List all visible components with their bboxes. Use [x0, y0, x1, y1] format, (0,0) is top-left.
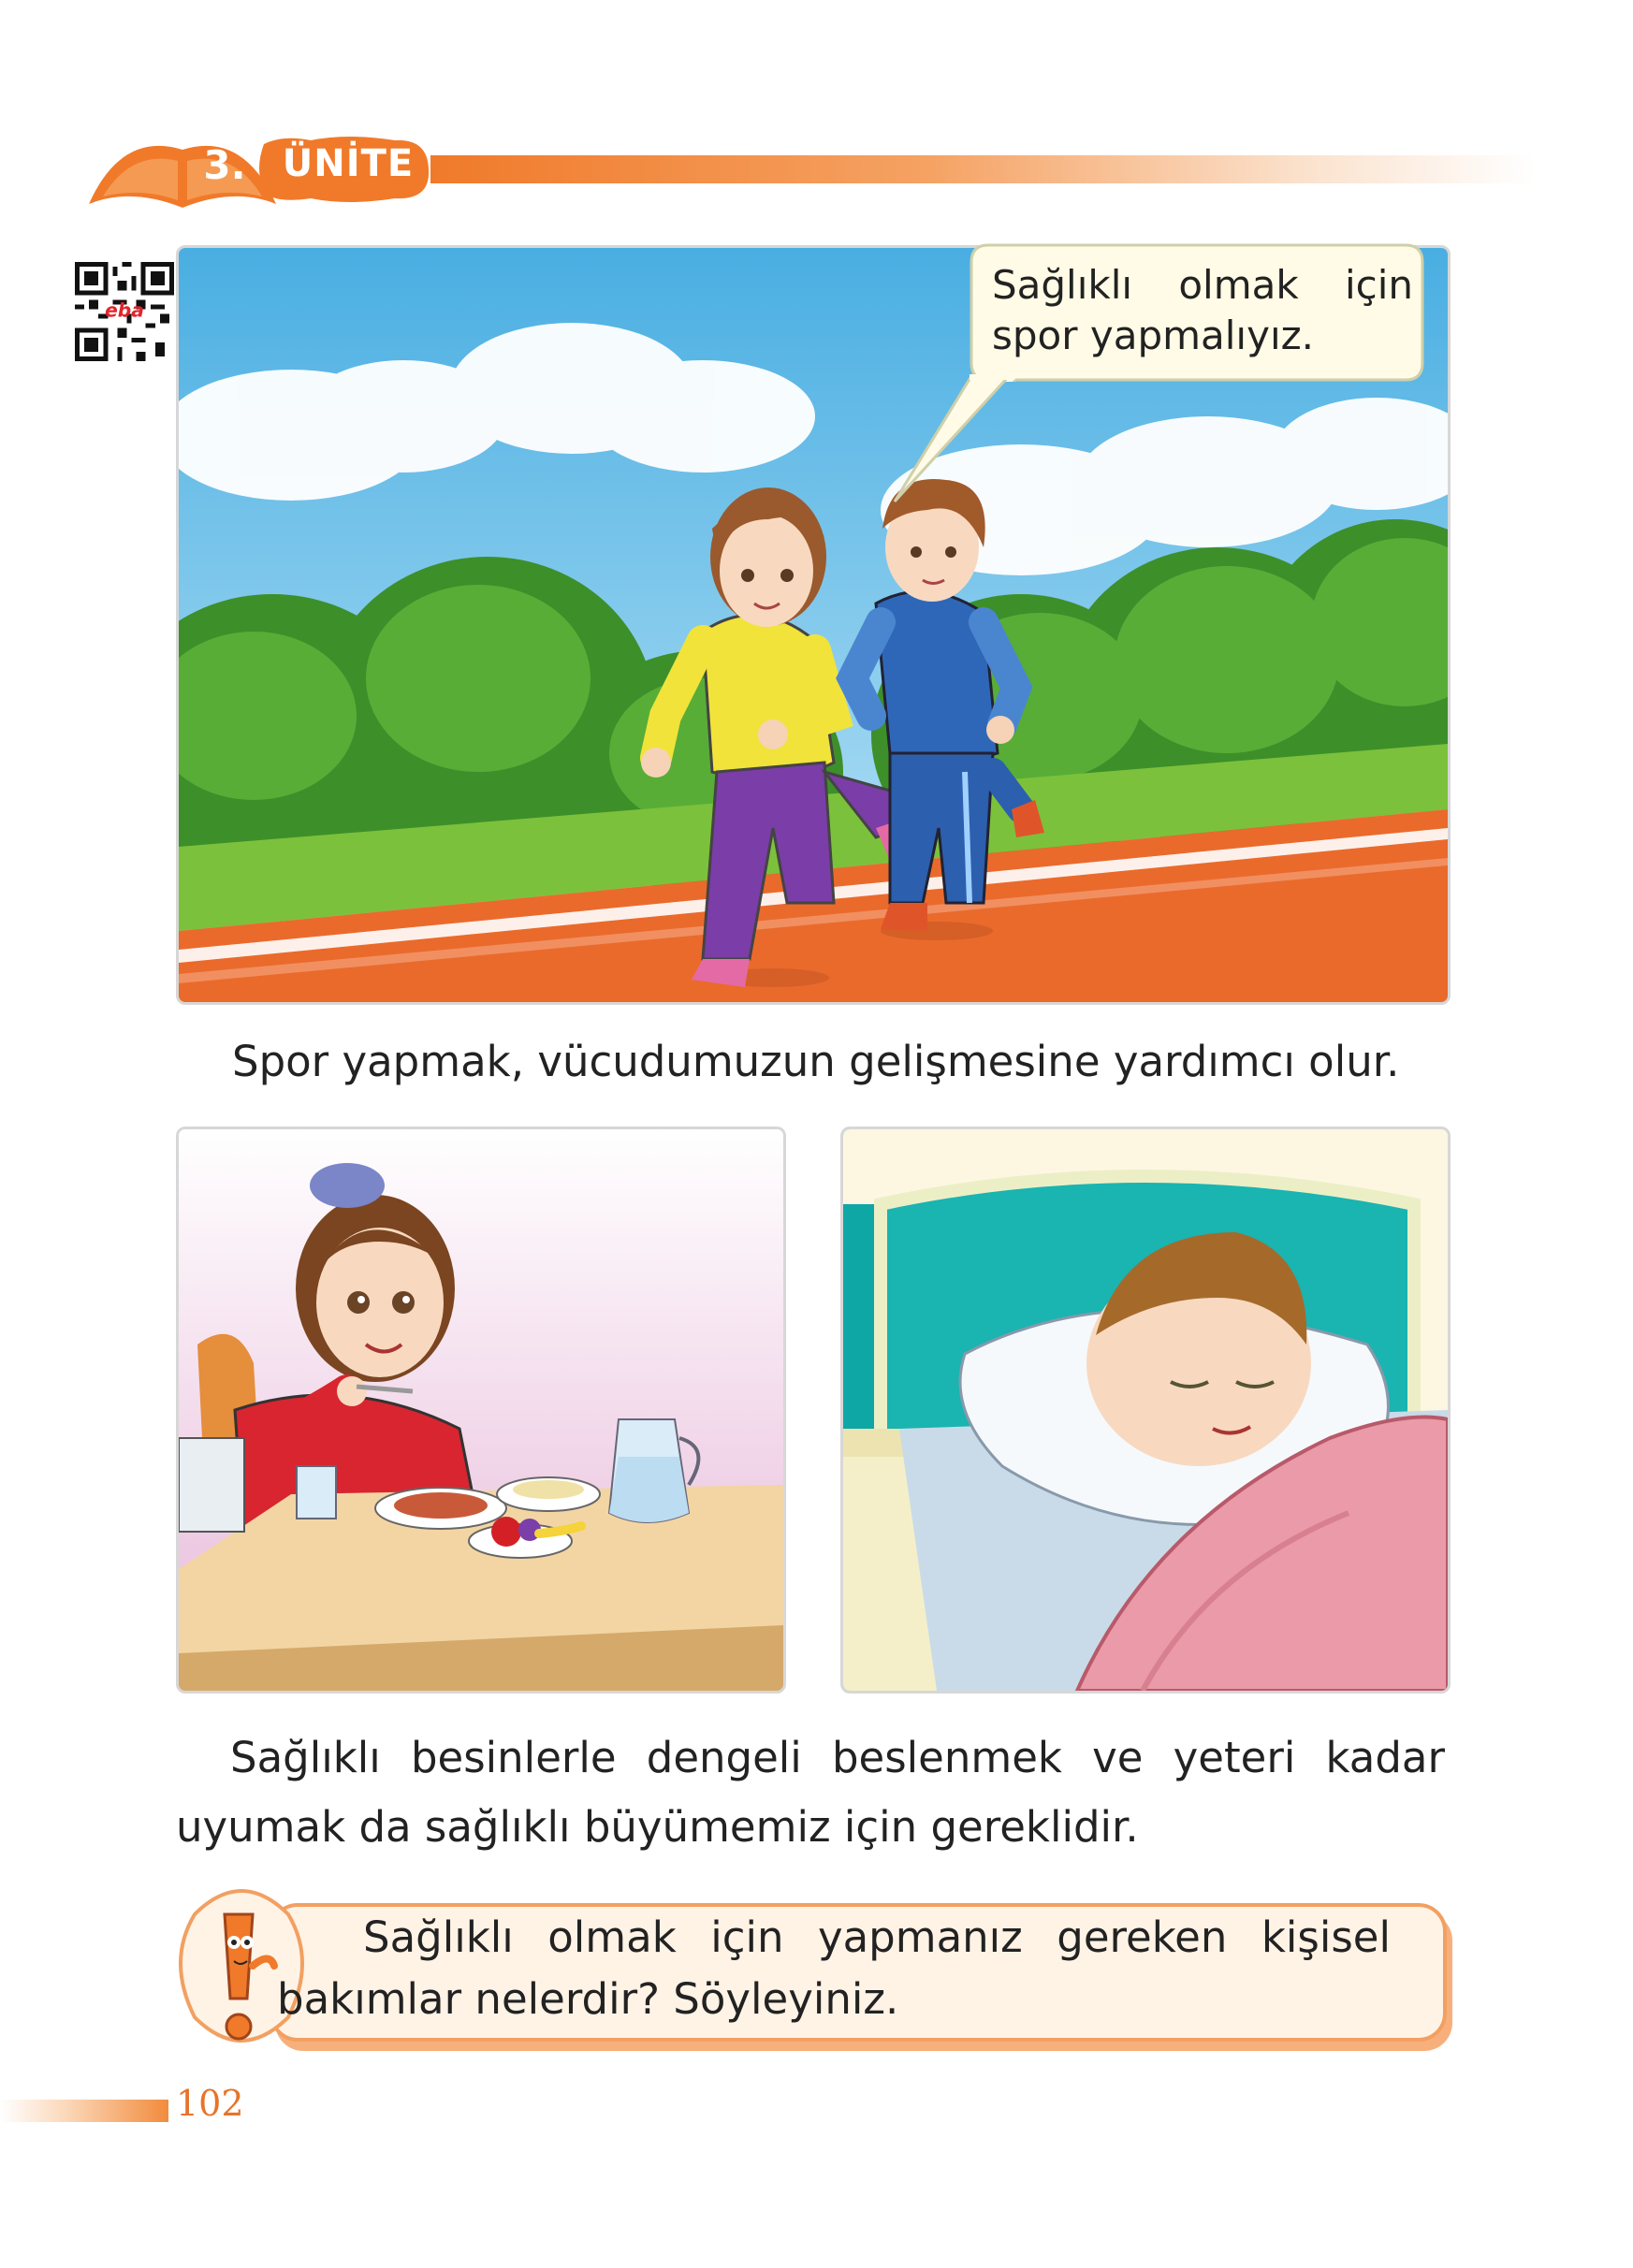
speech-bubble-tail — [889, 374, 1011, 505]
eating-illustration — [176, 1127, 786, 1694]
body-paragraph: Sağlıklı besinlerle dengeli beslenmek ve yeteri kadar uyumak da sağlıklı büyümemiz için gereklidir. — [176, 1733, 1445, 1852]
page-number-bar — [0, 2100, 168, 2122]
running-caption: Spor yapmak, vücudumuzun gelişmesine yardımcı olur. — [232, 1037, 1400, 1086]
qr-logo-text: eba — [105, 298, 144, 322]
page-number: 102 — [176, 2083, 244, 2124]
unit-label: ÜNİTE — [282, 142, 415, 185]
question-text: Sağlıklı olmak için yapmanız gereken kişisel bakımlar nelerdir? Söyleyiniz. — [277, 1912, 1391, 2024]
speech-bubble-text: Sağlıklı olmak için spor yapmalıyız. — [992, 262, 1413, 358]
unit-number: 3. — [203, 142, 246, 188]
sleeping-illustration — [840, 1127, 1451, 1694]
qr-code-icon[interactable] — [75, 262, 174, 361]
unit-header-bar — [430, 155, 1535, 183]
